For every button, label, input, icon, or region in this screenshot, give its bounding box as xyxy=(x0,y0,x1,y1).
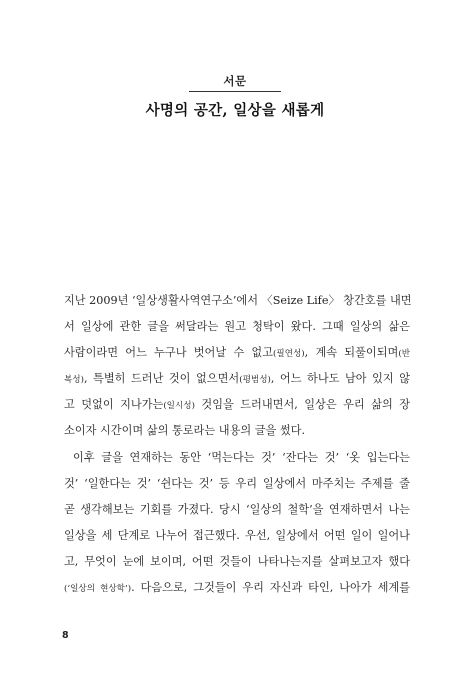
title-divider xyxy=(189,91,281,92)
text-line xyxy=(64,523,410,549)
text-span: 고, 무엇이 눈에 보이며, 어떤 것들이 나타나는지를 살펴보고자 했다 xyxy=(64,555,410,568)
text-span: , 특별히 드러난 것이 없으면서 xyxy=(83,372,240,385)
text-span: 것’ ‘일한다는 것’ ‘쉰다는 것’ 등 우리 일상에서 마주치는 주제를 줄 xyxy=(64,477,410,490)
chapter-title: 사명의 공간, 일상을 새롭게 xyxy=(145,102,325,119)
text-span: 곧 생각해보는 기회를 가졌다. 당시 ‘일상의 철학’을 연재하면서 나는 xyxy=(64,503,410,516)
text-line xyxy=(64,445,410,471)
text-span: . 다음으로, 그것들이 우리 자신과 타인, 나아가 세계를 xyxy=(131,581,410,594)
text-line xyxy=(64,392,410,418)
text-span: 것임을 드러내면서, 일상은 우리 삶의 장 xyxy=(194,398,410,411)
text-span: 일상을 세 단계로 나누어 접근했다. 우선, 일상에서 어떤 일이 일어나 xyxy=(64,529,410,542)
text-line xyxy=(64,575,410,601)
text-line xyxy=(64,314,410,340)
annotation: 복성) xyxy=(64,375,84,385)
page-number: 8 xyxy=(62,630,69,641)
annotation: (필연성) xyxy=(273,349,305,359)
text-line xyxy=(64,497,410,523)
text-line xyxy=(64,288,410,314)
annotation: (일시성) xyxy=(163,401,195,411)
text-span: 서 일상에 관한 글을 써달라는 원고 청탁이 왔다. 그때 일상의 삶은 xyxy=(64,320,410,333)
annotation: (‘일상의 현상학’) xyxy=(64,584,132,594)
text-line xyxy=(64,340,410,366)
text-span: , 계속 되풀이되며 xyxy=(304,346,399,359)
text-span: 고 덧없이 지나가는 xyxy=(64,398,164,411)
text-line xyxy=(64,366,410,392)
text-line xyxy=(64,418,410,444)
text-span: 소이자 시간이며 삶의 통로라는 내용의 글을 썼다. xyxy=(64,424,306,437)
text-span: 이후 글을 연재하는 동안 ‘먹는다는 것’ ‘잔다는 것’ ‘옷 입는다는 xyxy=(73,451,410,464)
annotation: (반 xyxy=(398,349,410,359)
text-span: 사람이라면 어느 누구나 벗어날 수 없고 xyxy=(64,346,274,359)
text-span: , 어느 하나도 남아 있지 않 xyxy=(270,372,410,385)
chapter-label: 서문 xyxy=(223,74,247,88)
text-line xyxy=(64,471,410,497)
text-span: 지난 2009년 ‘일상생활사역연구소’에서 〈Seize Life〉 창간호를 내면 xyxy=(64,294,412,307)
annotation: (평범성) xyxy=(239,375,271,385)
text-line xyxy=(64,549,410,575)
